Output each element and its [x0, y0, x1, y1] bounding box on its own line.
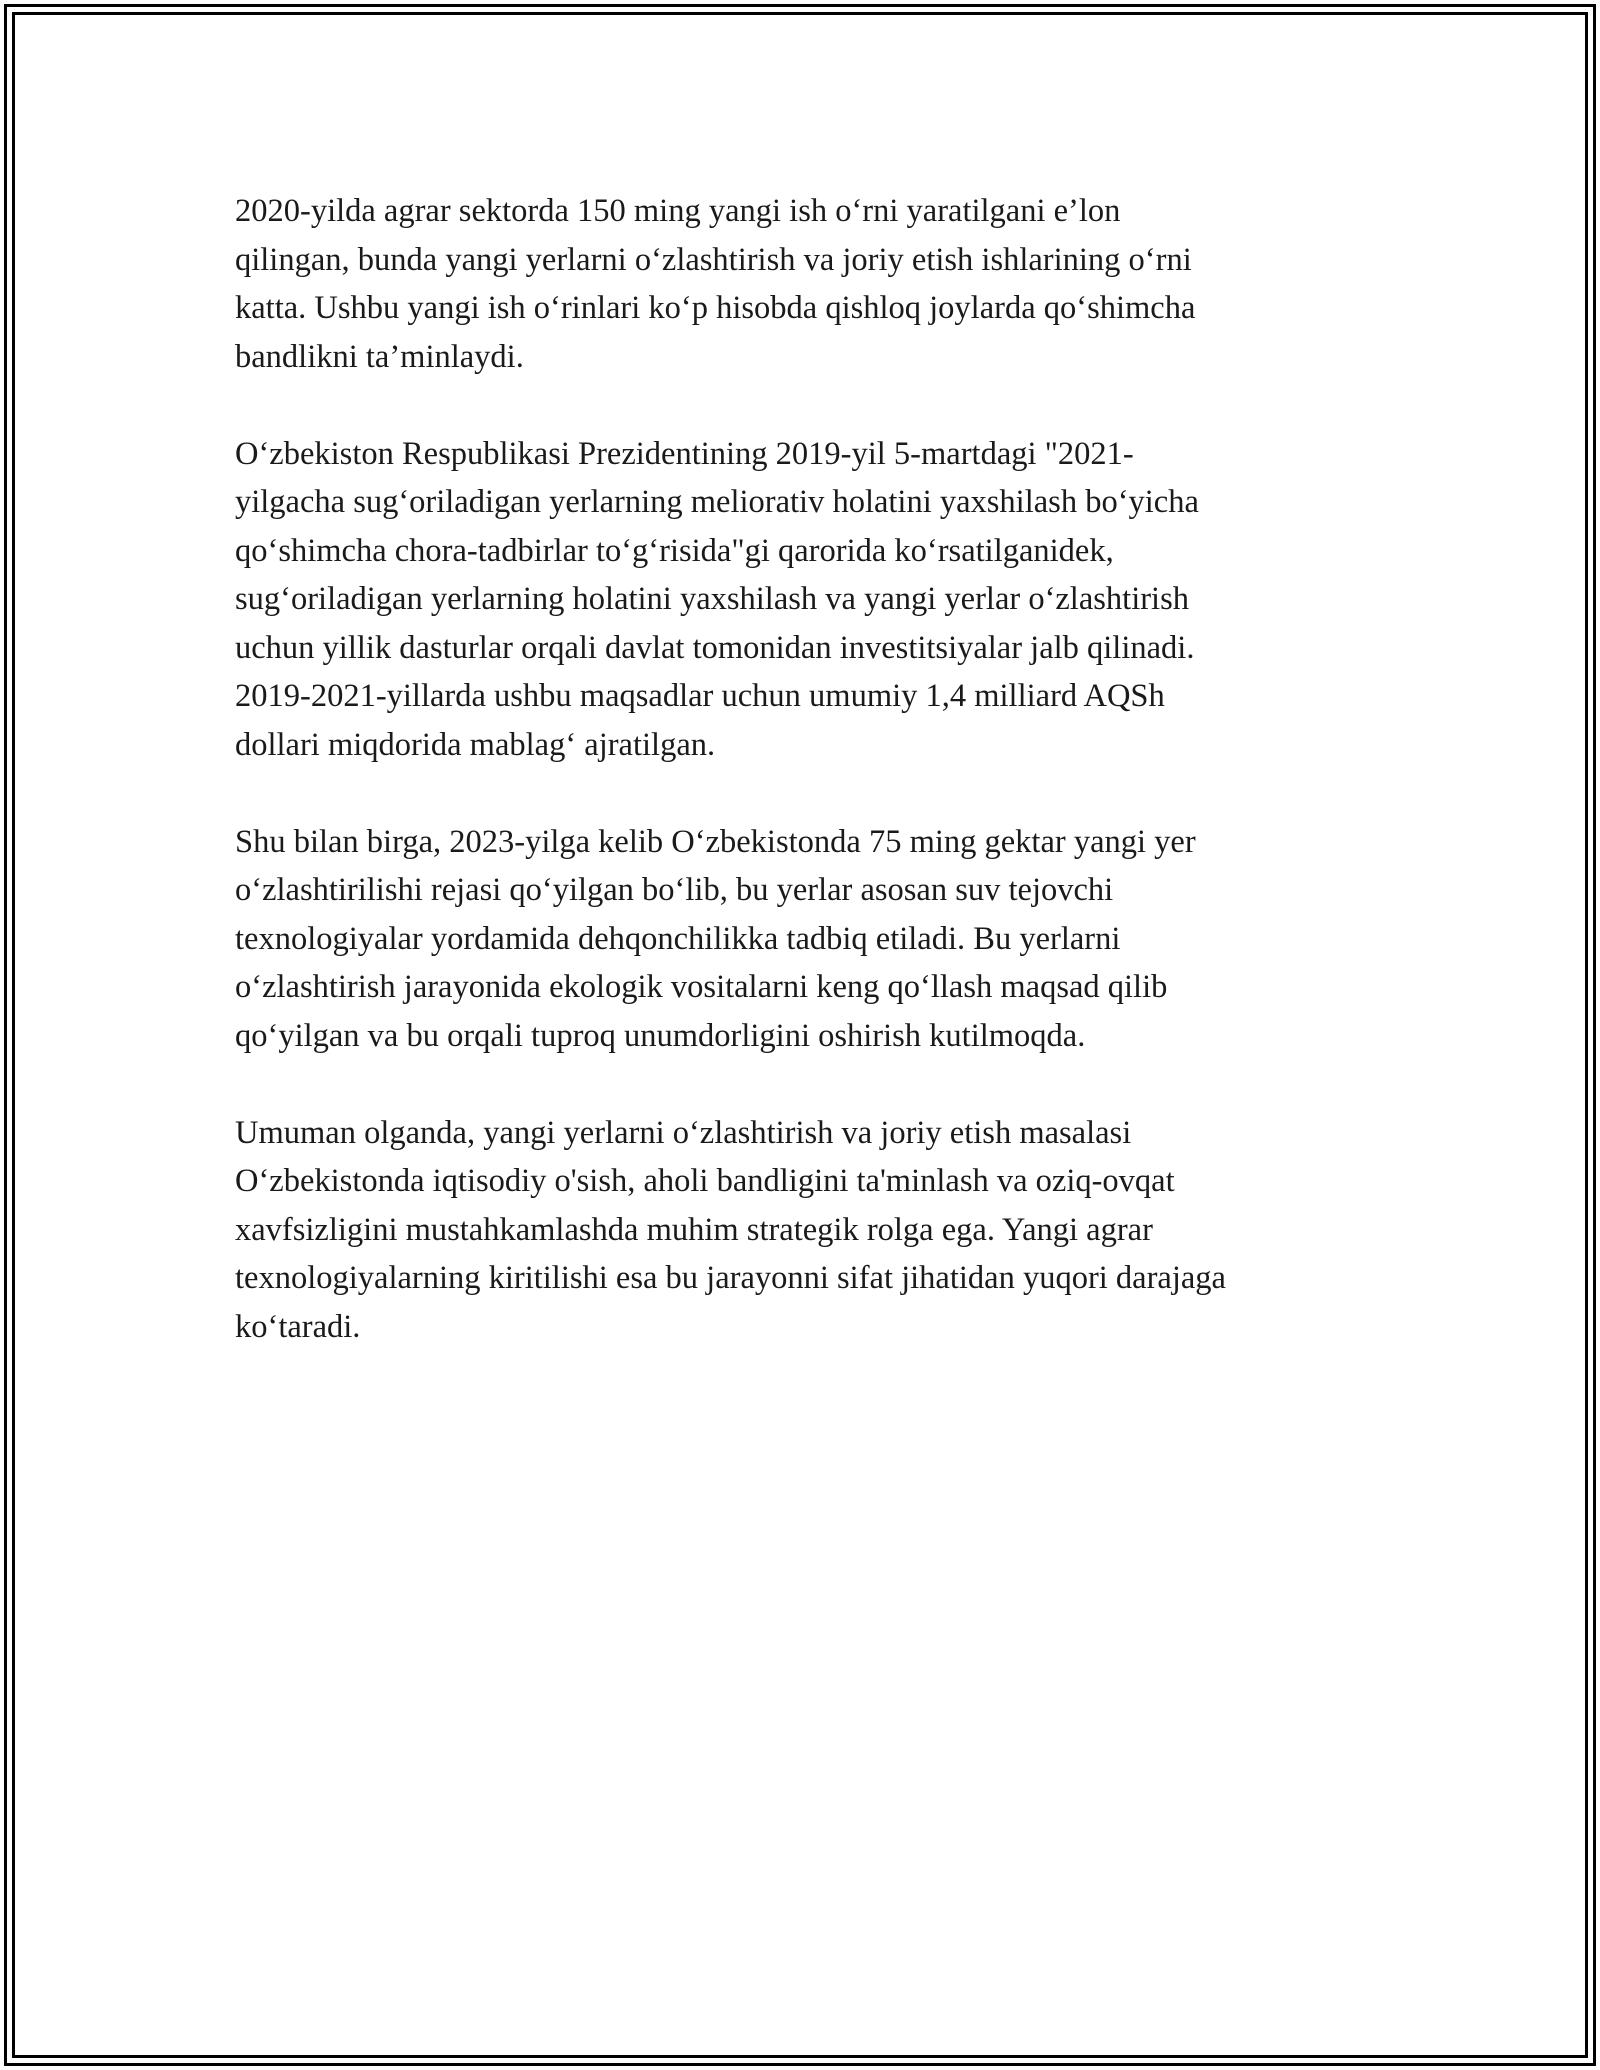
paragraph-line: o‘zlashtirish jarayonida ekologik vositalarni keng qo‘llash maqsad qilib	[235, 969, 1168, 1005]
paragraph-4	[235, 1109, 1365, 1352]
paragraph-line: o‘zlashtirilishi rejasi qo‘yilgan bo‘lib, bu yerlar asosan suv tejovchi	[235, 872, 1114, 908]
paragraph-1	[235, 187, 1365, 381]
paragraph-line: Shu bilan birga, 2023-yilga kelib O‘zbekistonda 75 ming gektar yangi yer	[235, 823, 1196, 860]
paragraph-line: yilgacha sug‘oriladigan yerlarning meliorativ holatini yaxshilash bo‘yicha	[235, 484, 1199, 520]
paragraph-line: texnologiyalarning kiritilishi esa bu jarayonni sifat jihatidan yuqori darajaga	[235, 1260, 1226, 1296]
paragraph-line: O‘zbekiston Respublikasi Prezidentining 2019-yil 5-martdagi "2021-	[235, 435, 1134, 472]
paragraph-line: dollari miqdorida mablag‘ ajratilgan.	[235, 726, 716, 763]
paragraph-line: 2019-2021-yillarda ushbu maqsadlar uchun umumiy 1,4 milliard AQSh	[235, 678, 1165, 714]
paragraph-line: O‘zbekistonda iqtisodiy o'sish, aholi bandligini ta'minlash va oziq-ovqat	[235, 1163, 1175, 1199]
paragraph-line: katta. Ushbu yangi ish o‘rinlari ko‘p hisobda qishloq joylarda qo‘shimcha	[235, 290, 1196, 326]
paragraph-line: sug‘oriladigan yerlarning holatini yaxshilash va yangi yerlar o‘zlashtirish	[235, 581, 1189, 617]
paragraph-line: qo‘yilgan va bu orqali tuproq unumdorligini oshirish kutilmoqda.	[235, 1017, 1086, 1054]
paragraph-line: 2020-yilda agrar sektorda 150 ming yangi ish o‘rni yaratilgani e’lon	[235, 193, 1121, 229]
paragraph-line: qilingan, bunda yangi yerlarni o‘zlashtirish va joriy etish ishlarining o‘rni	[235, 241, 1192, 278]
paragraph-line: ko‘taradi.	[235, 1308, 361, 1345]
document-body	[235, 187, 1365, 1400]
paragraph-line: uchun yillik dasturlar orqali davlat tomonidan investitsiyalar jalb qilinadi.	[235, 629, 1195, 666]
paragraph-2	[235, 430, 1365, 770]
paragraph-3	[235, 818, 1365, 1061]
paragraph-line: bandlikni ta’minlaydi.	[235, 338, 524, 375]
paragraph-line: Umuman olganda, yangi yerlarni o‘zlashtirish va joriy etish masalasi	[235, 1114, 1132, 1151]
paragraph-line: qo‘shimcha chora-tadbirlar to‘g‘risida"gi qarorida ko‘rsatilganidek,	[235, 532, 1114, 569]
paragraph-line: xavfsizligini mustahkamlashda muhim strategik rolga ega. Yangi agrar	[235, 1211, 1153, 1248]
paragraph-line: texnologiyalar yordamida dehqonchilikka tadbiq etiladi. Bu yerlarni	[235, 920, 1121, 957]
